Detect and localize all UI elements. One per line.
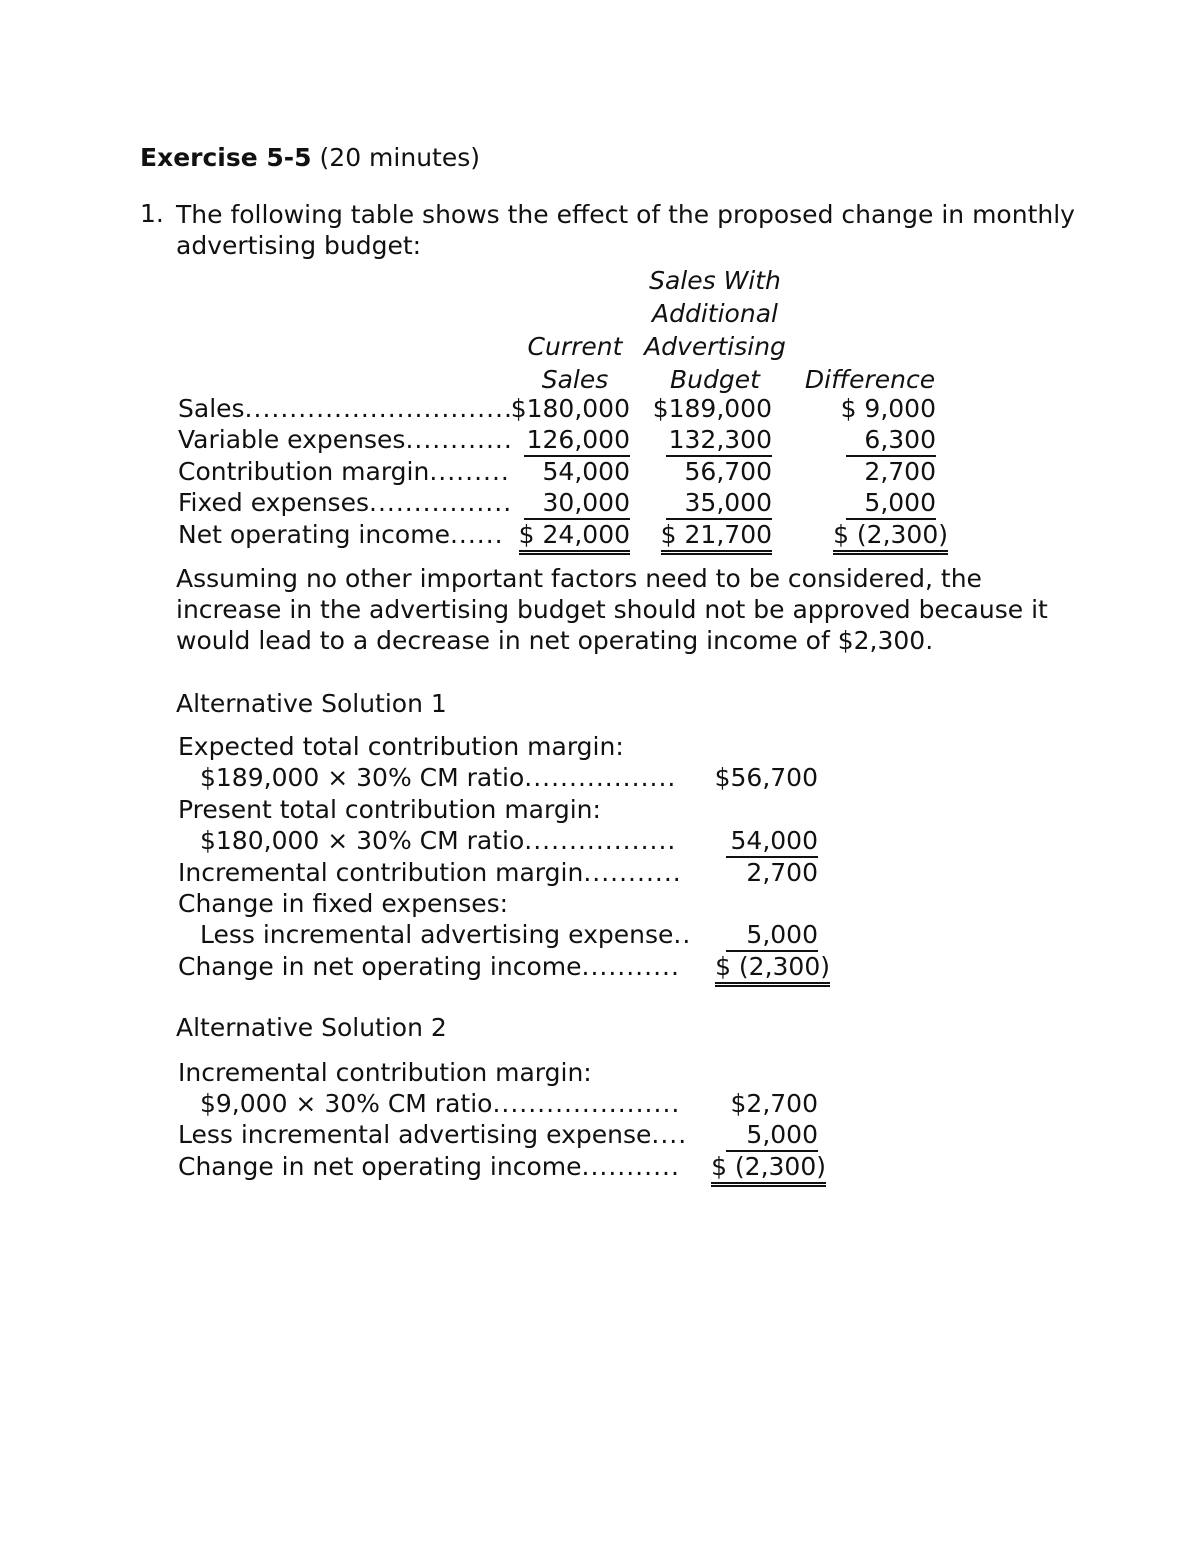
alt1-row-value: 5,000 <box>726 919 818 952</box>
col-header-additional-line: Advertising <box>644 332 786 361</box>
col-header-difference <box>800 363 940 396</box>
alt1-row-label: $189,000 × 30% CM ratio................. <box>200 763 677 792</box>
alt1-row <box>178 888 838 919</box>
col-header-current-line: Current <box>527 332 623 361</box>
alt1-row-value: 2,700 <box>746 858 818 887</box>
intro-text: The following table shows the effect of the proposed change in monthly advertising budget: <box>176 200 1075 260</box>
alt1-row-label: Present total contribution margin: <box>178 795 601 824</box>
row-label: Fixed expenses................ <box>178 488 513 517</box>
alt1-row <box>178 794 838 825</box>
alt2-title: Alternative Solution 2 <box>176 1013 447 1042</box>
table-row <box>178 424 958 455</box>
cell-additional: 56,700 <box>684 457 772 486</box>
cell-current: $ 24,000 <box>519 519 630 555</box>
table-row <box>178 519 958 550</box>
table-row <box>178 393 958 424</box>
col-header-additional-line: Additional <box>652 299 778 328</box>
alt2-row-value: 5,000 <box>726 1119 818 1152</box>
table-row <box>178 487 958 518</box>
exercise-duration: (20 minutes) <box>311 143 481 172</box>
alt2-row <box>178 1119 838 1150</box>
alt2-row-value: $ (2,300) <box>711 1151 826 1187</box>
col-header-additional <box>640 264 790 396</box>
cell-additional: 132,300 <box>666 424 772 457</box>
col-header-additional-line: Budget <box>670 365 760 394</box>
cell-current: $180,000 <box>510 394 630 423</box>
alt2-row-label: Less incremental advertising expense.... <box>178 1120 688 1149</box>
col-header-difference-line: Difference <box>804 365 936 394</box>
col-header-current <box>520 330 630 396</box>
cell-current: 126,000 <box>524 424 630 457</box>
alt1-row-label: Change in net operating income........... <box>178 952 680 981</box>
alt2-row <box>178 1151 838 1182</box>
alt2-row-value: $2,700 <box>730 1089 818 1118</box>
alt1-row <box>178 762 838 793</box>
alt1-row <box>178 825 838 856</box>
item-number: 1. <box>140 199 164 228</box>
cell-additional: $ 21,700 <box>661 519 772 555</box>
row-label: Net operating income...... <box>178 520 504 549</box>
alt1-row-value: 54,000 <box>726 825 818 858</box>
alt1-row-label: Change in fixed expenses: <box>178 889 509 918</box>
exercise-heading <box>140 143 480 172</box>
cell-difference: $ 9,000 <box>840 394 936 423</box>
cell-additional: 35,000 <box>666 487 772 520</box>
alt1-row <box>178 731 838 762</box>
exercise-title: Exercise 5-5 <box>140 143 312 172</box>
cell-difference: 6,300 <box>846 424 936 457</box>
row-label: Contribution margin......... <box>178 457 510 486</box>
cell-difference: 5,000 <box>846 487 936 520</box>
cell-difference: $ (2,300) <box>833 519 948 555</box>
alt2-row-label: Change in net operating income........... <box>178 1152 680 1181</box>
alt1-row <box>178 951 838 982</box>
alt2-row <box>178 1088 838 1119</box>
alt1-row-label: Less incremental advertising expense.. <box>200 920 692 949</box>
cell-current: 30,000 <box>524 487 630 520</box>
col-header-additional-line: Sales With <box>649 266 781 295</box>
alt1-row-value: $ (2,300) <box>715 951 830 987</box>
row-label: Sales.............................. <box>178 394 513 423</box>
alt2-row-label: $9,000 × 30% CM ratio..................... <box>200 1089 681 1118</box>
alt1-row-label: Incremental contribution margin........... <box>178 858 682 887</box>
table-row <box>178 456 958 487</box>
cell-additional: $189,000 <box>652 394 772 423</box>
conclusion-text: Assuming no other important factors need to be considered, the increase in the advertising budget should not be approved because it would lead to a decrease in net operating income of $2,300. <box>176 564 1048 655</box>
alt1-row <box>178 857 838 888</box>
col-header-current-line: Sales <box>541 365 609 394</box>
alt1-title: Alternative Solution 1 <box>176 689 447 718</box>
alt1-row-label: Expected total contribution margin: <box>178 732 624 761</box>
alt1-row <box>178 919 838 950</box>
alt1-row-label: $180,000 × 30% CM ratio................. <box>200 826 677 855</box>
alt2-row-label: Incremental contribution margin: <box>178 1058 592 1087</box>
cell-current: 54,000 <box>542 457 630 486</box>
alt2-row <box>178 1057 838 1088</box>
cell-difference: 2,700 <box>864 457 936 486</box>
row-label: Variable expenses............ <box>178 425 513 454</box>
alt1-row-value: $56,700 <box>714 763 818 792</box>
